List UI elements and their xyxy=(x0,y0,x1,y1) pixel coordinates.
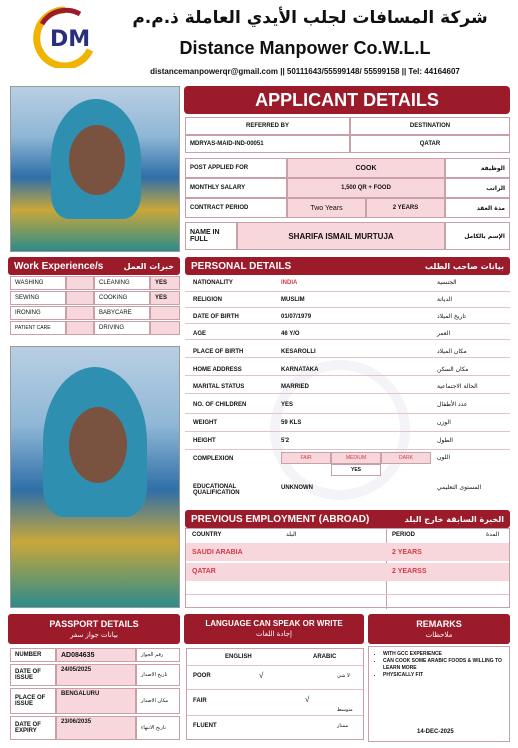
passport-label-ar: رقم الجواز xyxy=(136,648,180,662)
complexion-option-dark: DARK xyxy=(381,452,431,464)
name-label: NAME IN FULL xyxy=(185,222,237,250)
employment-period: 2 YEARS xyxy=(392,549,422,556)
detail-label-ar: مكان السكن xyxy=(437,366,469,373)
passport-value: BENGALURU xyxy=(56,688,136,714)
skill-value xyxy=(66,321,94,335)
detail-label-ar: العمر xyxy=(437,330,451,337)
detail-label: HEIGHT xyxy=(193,438,216,444)
salary-value: 1,500 QR + FOOD xyxy=(287,178,445,198)
name-label-ar: الإسم بالكامل xyxy=(445,222,510,250)
remarks-header xyxy=(368,614,510,644)
passport-label-ar: مكان الاصدار xyxy=(136,688,180,714)
detail-value: 46 Y/O xyxy=(281,331,300,337)
education-value: UNKNOWN xyxy=(281,485,313,491)
country-label: COUNTRY xyxy=(192,532,222,538)
complexion-option-medium: MEDIUM xyxy=(331,452,381,464)
languages-table xyxy=(186,648,364,740)
employment-country: QATAR xyxy=(192,568,216,575)
remarks-date: 14-DEC-2025 xyxy=(417,729,454,735)
detail-label-ar: عدد الأطفال xyxy=(437,401,468,408)
language-english-label: ENGLISH xyxy=(225,654,252,660)
languages-title: LANGUAGE CAN SPEAK OR WRITE xyxy=(205,619,343,628)
detail-label-ar: الوزن xyxy=(437,419,451,426)
detail-label: RELIGION xyxy=(193,297,223,303)
passport-title: PASSPORT DETAILS xyxy=(49,619,139,629)
english-check: √ xyxy=(259,671,264,680)
detail-label: AGE xyxy=(193,331,207,337)
complexion-option-fair: FAIR xyxy=(281,452,331,464)
skill-label: DRIVING xyxy=(94,321,150,335)
detail-value: 01/07/1979 xyxy=(281,314,312,320)
company-name-english: Distance Manpower Co.W.L.L xyxy=(179,38,431,58)
education-label: EDUCATIONAL QUALIFICATION xyxy=(193,484,240,496)
page-title: APPLICANT DETAILS xyxy=(184,86,510,114)
period-label: PERIOD xyxy=(392,532,416,538)
detail-label-ar: الديانة xyxy=(437,296,453,303)
proficiency-label: FLUENT xyxy=(193,723,217,729)
skill-label: CLEANING xyxy=(94,276,150,290)
company-name-arabic: شركة المسافات لجلب الأيدي العاملة ذ.م.م xyxy=(132,8,488,28)
proficiency-label: FAIR xyxy=(193,698,207,704)
skill-value xyxy=(150,306,180,320)
detail-label: DATE OF BIRTH xyxy=(193,314,239,320)
passport-value: 24/05/2025 xyxy=(56,664,136,686)
referred-by-value: MDRYAS-MAID-IND-00051 xyxy=(185,135,350,153)
salary-label-ar: الراتب xyxy=(445,178,510,198)
referred-by-label: REFERRED BY xyxy=(185,117,350,135)
salary-label: MONTHLY SALARY xyxy=(185,178,287,198)
destination-label: DESTINATION xyxy=(350,117,510,135)
detail-label: HOME ADDRESS xyxy=(193,367,242,373)
detail-value: YES xyxy=(281,402,294,408)
language-arabic-label: ARABIC xyxy=(313,654,337,660)
work-experience-title: Work Experience/s xyxy=(14,260,104,272)
detail-value: 5'2 xyxy=(281,438,290,444)
remark-item: • CAN COOK SOME ARABIC FOODS & WILLING TO LEARN MORE xyxy=(383,658,509,672)
passport-label: DATE OF EXPIRY xyxy=(10,716,56,740)
arabic-check: √ xyxy=(305,695,310,704)
skill-value xyxy=(150,321,180,335)
post-value: COOK xyxy=(287,158,445,178)
detail-label-ar: الطول xyxy=(437,437,453,444)
contract-value: 2 YEARS xyxy=(366,198,445,218)
destination-value: QATAR xyxy=(350,135,510,153)
detail-label-ar: تاريخ الميلاد xyxy=(437,313,466,320)
contract-value-en: Two Years xyxy=(287,198,366,218)
personal-details-title: PERSONAL DETAILS xyxy=(191,260,292,272)
passport-label: DATE OF ISSUE xyxy=(10,664,56,686)
previous-employment-header xyxy=(185,510,510,528)
previous-employment-title: PREVIOUS EMPLOYMENT (ABROAD) xyxy=(191,513,370,525)
detail-value: INDIA xyxy=(281,280,298,286)
detail-value: KESAROLLI xyxy=(281,349,316,355)
languages-header xyxy=(184,614,364,644)
skill-label: SEWING xyxy=(10,291,66,305)
skill-value xyxy=(66,276,94,290)
personal-details-header xyxy=(185,257,510,275)
proficiency-label-ar: لا شي xyxy=(337,673,350,679)
detail-label: WEIGHT xyxy=(193,420,217,426)
employment-country: SAUDI ARABIA xyxy=(192,549,243,556)
detail-value: MUSLIM xyxy=(281,297,305,303)
applicant-photo-top xyxy=(10,86,180,252)
detail-label-ar: الجنسية xyxy=(437,279,457,286)
remarks-title: REMARKS xyxy=(416,619,462,629)
period-label-ar: المدة xyxy=(486,531,500,538)
company-logo xyxy=(30,6,100,68)
detail-label-ar: الحالة الاجتماعية xyxy=(437,383,478,390)
contact-line: distancemanpowerqr@gmail.com || 50111643/55599148/ 55599158 || Tel: 44164607 xyxy=(150,67,460,76)
passport-label-ar: تاريخ الانتهاء xyxy=(136,716,180,740)
detail-value: 59 KLS xyxy=(281,420,302,426)
skill-label: BABYCARE xyxy=(94,306,150,320)
employment-period: 2 YEARSS xyxy=(392,568,427,575)
passport-table xyxy=(10,648,180,740)
passport-title-ar: بيانات جواز سفر xyxy=(70,631,118,639)
skill-value xyxy=(66,306,94,320)
detail-label: NO. OF CHILDREN xyxy=(193,402,247,408)
applicant-photo-full xyxy=(10,346,180,608)
complexion-label-ar: اللون xyxy=(437,454,450,461)
country-label-ar: البلد xyxy=(286,531,297,538)
passport-value: 23/06/2035 xyxy=(56,716,136,740)
education-label-ar: المستوى التعليمي xyxy=(437,484,482,491)
proficiency-label: POOR xyxy=(193,673,211,679)
passport-label: NUMBER xyxy=(10,648,56,662)
work-experience-table xyxy=(10,276,180,335)
work-experience-title-ar: خبرات العمل xyxy=(123,261,174,271)
remarks-box xyxy=(368,646,510,742)
skill-label: COOKING xyxy=(94,291,150,305)
skill-label: WASHING xyxy=(10,276,66,290)
post-label: POST APPLIED FOR xyxy=(185,158,287,178)
remark-item: • PHYSICALLY FIT xyxy=(383,672,509,679)
personal-details-title-ar: بيانات صاحب الطلب xyxy=(424,261,504,271)
previous-employment-title-ar: الخبرة السابقة خارج البلد xyxy=(404,514,504,524)
previous-employment-table xyxy=(185,528,510,608)
detail-label: NATIONALITY xyxy=(193,280,233,286)
post-label-ar: الوظيفة xyxy=(445,158,510,178)
detail-label-ar: مكان الميلاد xyxy=(437,348,467,355)
detail-label: MARITAL STATUS xyxy=(193,384,245,390)
proficiency-label-ar: ممتاز xyxy=(337,723,349,729)
passport-label: PLACE OF ISSUE xyxy=(10,688,56,714)
contract-label-ar: مدة العقد xyxy=(445,198,510,218)
skill-label: PATIENT CARE xyxy=(10,321,66,335)
languages-title-ar: إجادة اللغات xyxy=(256,630,292,638)
remarks-title-ar: ملاحظات xyxy=(425,631,453,639)
passport-value: AD084635 xyxy=(56,648,136,662)
proficiency-label-ar: متوسط xyxy=(337,707,353,713)
detail-label: PLACE OF BIRTH xyxy=(193,349,244,355)
skill-label: IRONING xyxy=(10,306,66,320)
detail-value: KARNATAKA xyxy=(281,367,319,373)
work-experience-header xyxy=(8,257,180,275)
passport-label-ar: تاريخ الاصدار xyxy=(136,664,180,686)
contract-label: CONTRACT PERIOD xyxy=(185,198,287,218)
passport-header xyxy=(8,614,180,644)
skill-value: YES xyxy=(150,291,180,305)
skill-value: YES xyxy=(150,276,180,290)
detail-value: MARRIED xyxy=(281,384,309,390)
complexion-label: COMPLEXION xyxy=(193,456,234,462)
complexion-selected: YES xyxy=(331,464,381,476)
logo-text: DM xyxy=(50,27,91,52)
skill-value xyxy=(66,291,94,305)
name-value: SHARIFA ISMAIL MURTUJA xyxy=(237,222,445,250)
remark-item: • WITH GCC EXPERIENCE xyxy=(383,651,509,658)
